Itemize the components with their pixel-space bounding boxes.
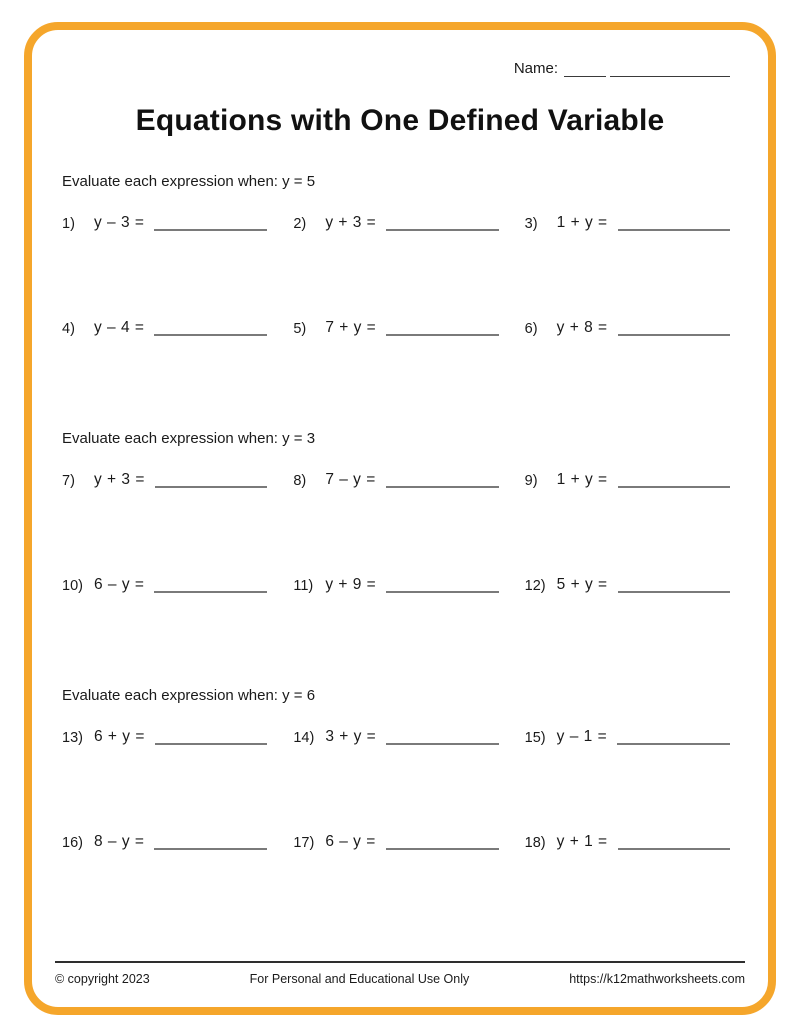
section-instruction: Evaluate each expression when: y = 6 (62, 687, 316, 704)
footer-url: https://k12mathworksheets.com (569, 972, 745, 986)
problem-expression: 3 + y = (325, 728, 377, 745)
section-2 (62, 430, 730, 597)
answer-blank (154, 591, 267, 593)
problem-8 (293, 468, 498, 492)
answer-blank (386, 486, 499, 488)
problem-4 (62, 316, 267, 340)
answer-blank (154, 848, 267, 850)
problem-expression: y + 3 = (325, 214, 377, 231)
problem-number: 4) (62, 321, 75, 337)
problem-expression: y + 3 = (94, 471, 145, 488)
answer-blank (386, 743, 498, 745)
problem-expression: 7 + y = (325, 319, 377, 336)
problem-expression: 8 – y = (94, 833, 145, 850)
problem-row (62, 725, 730, 749)
answer-blank (617, 743, 730, 745)
footer-usage-note: For Personal and Educational Use Only (249, 972, 470, 986)
problem-expression: 1 + y = (556, 471, 608, 488)
problem-15 (525, 725, 730, 749)
problem-2 (293, 211, 498, 235)
problem-number: 5) (293, 321, 307, 337)
problem-expression: y – 1 = (556, 728, 608, 745)
section-instruction: Evaluate each expression when: y = 5 (62, 173, 316, 190)
problem-expression: 1 + y = (556, 214, 608, 231)
problem-expression: y – 4 = (94, 319, 145, 336)
answer-blank (154, 334, 267, 336)
problem-number: 13) (62, 730, 83, 746)
answer-blank (155, 486, 267, 488)
problem-5 (293, 316, 498, 340)
problem-number: 6) (524, 321, 538, 337)
problem-expression: 7 – y = (325, 471, 376, 488)
problem-expression: y + 8 = (556, 319, 608, 336)
answer-blank (386, 591, 498, 593)
answer-blank (618, 486, 730, 488)
problem-expression: 5 + y = (556, 576, 608, 593)
problem-18 (525, 830, 730, 854)
problem-1 (62, 211, 267, 235)
problem-16 (62, 830, 267, 854)
answer-blank (154, 229, 267, 231)
problem-14 (293, 725, 498, 749)
problem-number: 11) (293, 578, 314, 594)
name-row (514, 60, 730, 77)
problem-6 (525, 316, 730, 340)
problem-number: 1) (62, 216, 75, 232)
problem-number: 14) (293, 730, 315, 746)
answer-blank (618, 229, 730, 231)
problem-9 (525, 468, 730, 492)
problem-17 (293, 830, 498, 854)
problem-expression: 6 + y = (94, 728, 145, 745)
answer-blank (155, 743, 267, 745)
problem-row (62, 573, 730, 597)
problem-11 (293, 573, 498, 597)
footer-copyright: © copyright 2023 (55, 972, 150, 986)
footer (55, 961, 745, 986)
name-label: Name: (513, 60, 558, 77)
answer-blank (386, 334, 498, 336)
answer-blank (386, 229, 498, 231)
problem-number: 9) (524, 473, 538, 489)
problem-number: 7) (62, 473, 75, 489)
answer-blank (618, 848, 730, 850)
section-instruction: Evaluate each expression when: y = 3 (62, 430, 316, 447)
problem-row (62, 316, 730, 340)
answer-blank (618, 334, 730, 336)
problem-expression: 6 – y = (94, 576, 145, 593)
page-title: Equations with One Defined Variable (135, 104, 665, 137)
problem-expression: y + 1 = (556, 833, 608, 850)
name-blank-line (564, 62, 606, 77)
problem-number: 18) (524, 835, 546, 851)
problem-number: 17) (293, 835, 315, 851)
problem-number: 15) (524, 730, 546, 746)
problem-expression: y – 3 = (94, 214, 145, 231)
answer-blank (386, 848, 499, 850)
problem-row (62, 468, 730, 492)
problem-row (62, 211, 730, 235)
problem-expression: y + 9 = (325, 576, 377, 593)
problem-number: 3) (524, 216, 538, 232)
problem-7 (62, 468, 267, 492)
section-3 (62, 687, 730, 854)
problems-area (62, 173, 730, 944)
problem-expression: 6 – y = (325, 833, 376, 850)
section-1 (62, 173, 730, 340)
problem-number: 2) (293, 216, 307, 232)
problem-number: 16) (62, 835, 83, 851)
problem-3 (525, 211, 730, 235)
problem-number: 8) (293, 473, 307, 489)
problem-12 (525, 573, 730, 597)
problem-number: 12) (524, 578, 546, 594)
problem-row (62, 830, 730, 854)
name-blank-line (610, 62, 730, 77)
problem-13 (62, 725, 267, 749)
problem-10 (62, 573, 267, 597)
answer-blank (618, 591, 730, 593)
problem-number: 10) (62, 578, 83, 594)
